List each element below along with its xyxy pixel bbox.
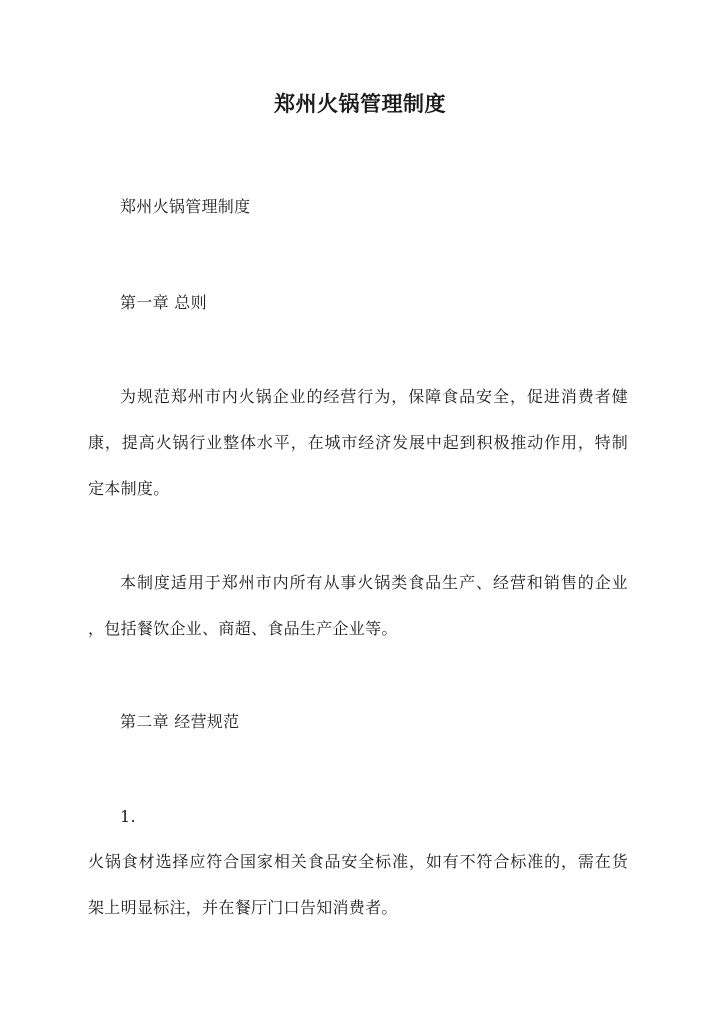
document-heading: 郑州火锅管理制度 [120,197,251,216]
chapter-heading: 第二章 经营规范 [120,712,240,731]
paragraph-line: 康，提高火锅行业整体水平，在城市经济发展中起到积极推动作用，特制 [88,433,628,452]
paragraph-line: 为规范郑州市内火锅企业的经营行为，保障食品安全，促进消费者健 [120,387,628,406]
paragraph-line: 架上明显标注，并在餐厅门口告知消费者。 [88,898,398,917]
paragraph-line: 定本制度。 [88,479,170,498]
paragraph-line: ，包括餐饮企业、商超、食品生产企业等。 [88,619,398,638]
paragraph-line: 本制度适用于郑州市内所有从事火锅类食品生产、经营和销售的企业 [120,573,628,592]
chapter-heading: 第一章 总则 [120,293,207,312]
document-title: 郑州火锅管理制度 [274,91,446,116]
list-item-number: 1. [120,807,136,826]
paragraph-line: 火锅食材选择应符合国家相关食品安全标准，如有不符合标准的，需在货 [88,852,628,871]
